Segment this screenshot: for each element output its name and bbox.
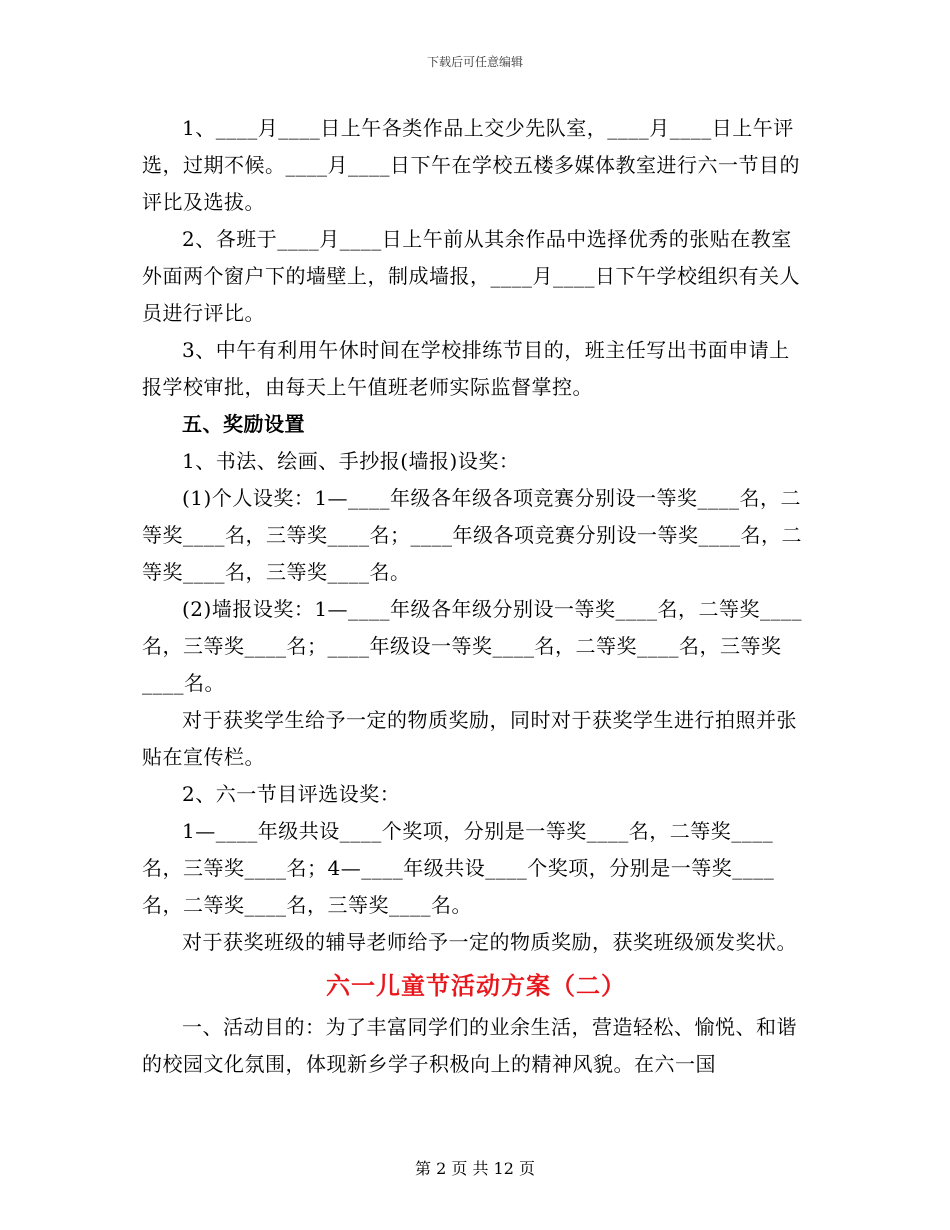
paragraph-1: 1、____月____日上午各类作品上交少先队室，____月____日上午评选，过期不候。____月____日下午在学校五楼多媒体教室进行六一节目的评比及选拔。 <box>142 116 800 214</box>
paragraph-2: 2、各班于____月____日上午前从其余作品中选择优秀的张贴在教室外面两个窗户下的墙壁上，制成墙报，____月____日下午学校组织有关人员进行评比。 <box>142 227 800 325</box>
paragraph-individual-awards: (1)个人设奖：1—____年级各年级各项竞赛分别设一等奖____名，二等奖____名，三等奖____名；____年级各项竞赛分别设一等奖____名，二等奖____名，三等奖____名。 <box>142 486 802 584</box>
paragraph-3: 3、中午有利用午休时间在学校排练节目的，班主任写出书面申请上报学校审批，由每天上午值班老师实际监督掌控。 <box>142 338 790 399</box>
paragraph-program-awards: 1—____年级共设____个奖项，分别是一等奖____名，二等奖____名，三等奖____名；4—____年级共设____个奖项，分别是一等奖____名，二等奖____名，三等奖____名。 <box>142 819 775 917</box>
document-body <box>142 110 810 1083</box>
paragraph-awards-2: 2、六一节目评选设奖： <box>182 782 401 806</box>
paragraph-activity-purpose: 一、活动目的：为了丰富同学们的业余生活，营造轻松、愉悦、和谐的校园文化氛围，体现新乡学子积极向上的精神风貌。在六一国 <box>142 1015 797 1076</box>
heading-rewards: 五、奖励设置 <box>182 412 305 436</box>
page-footer: 第 2 页 共 12 页 <box>415 1159 535 1178</box>
section-title: 六一儿童节活动方案（二） <box>326 971 626 1000</box>
paragraph-wall-awards: (2)墙报设奖：1—____年级各年级分别设一等奖____名，二等奖____名，三等奖____名；____年级设一等奖____名，二等奖____名，三等奖____名。 <box>142 597 803 695</box>
paragraph-student-rewards: 对于获奖学生给予一定的物质奖励，同时对于获奖学生进行拍照并张贴在宣传栏。 <box>142 708 797 769</box>
paragraph-awards-1: 1、书法、绘画、手抄报(墙报)设奖： <box>182 449 520 473</box>
paragraph-teacher-rewards: 对于获奖班级的辅导老师给予一定的物质奖励，获奖班级颁发奖状。 <box>182 930 797 954</box>
page-header: 下载后可任意编辑 <box>426 55 523 69</box>
